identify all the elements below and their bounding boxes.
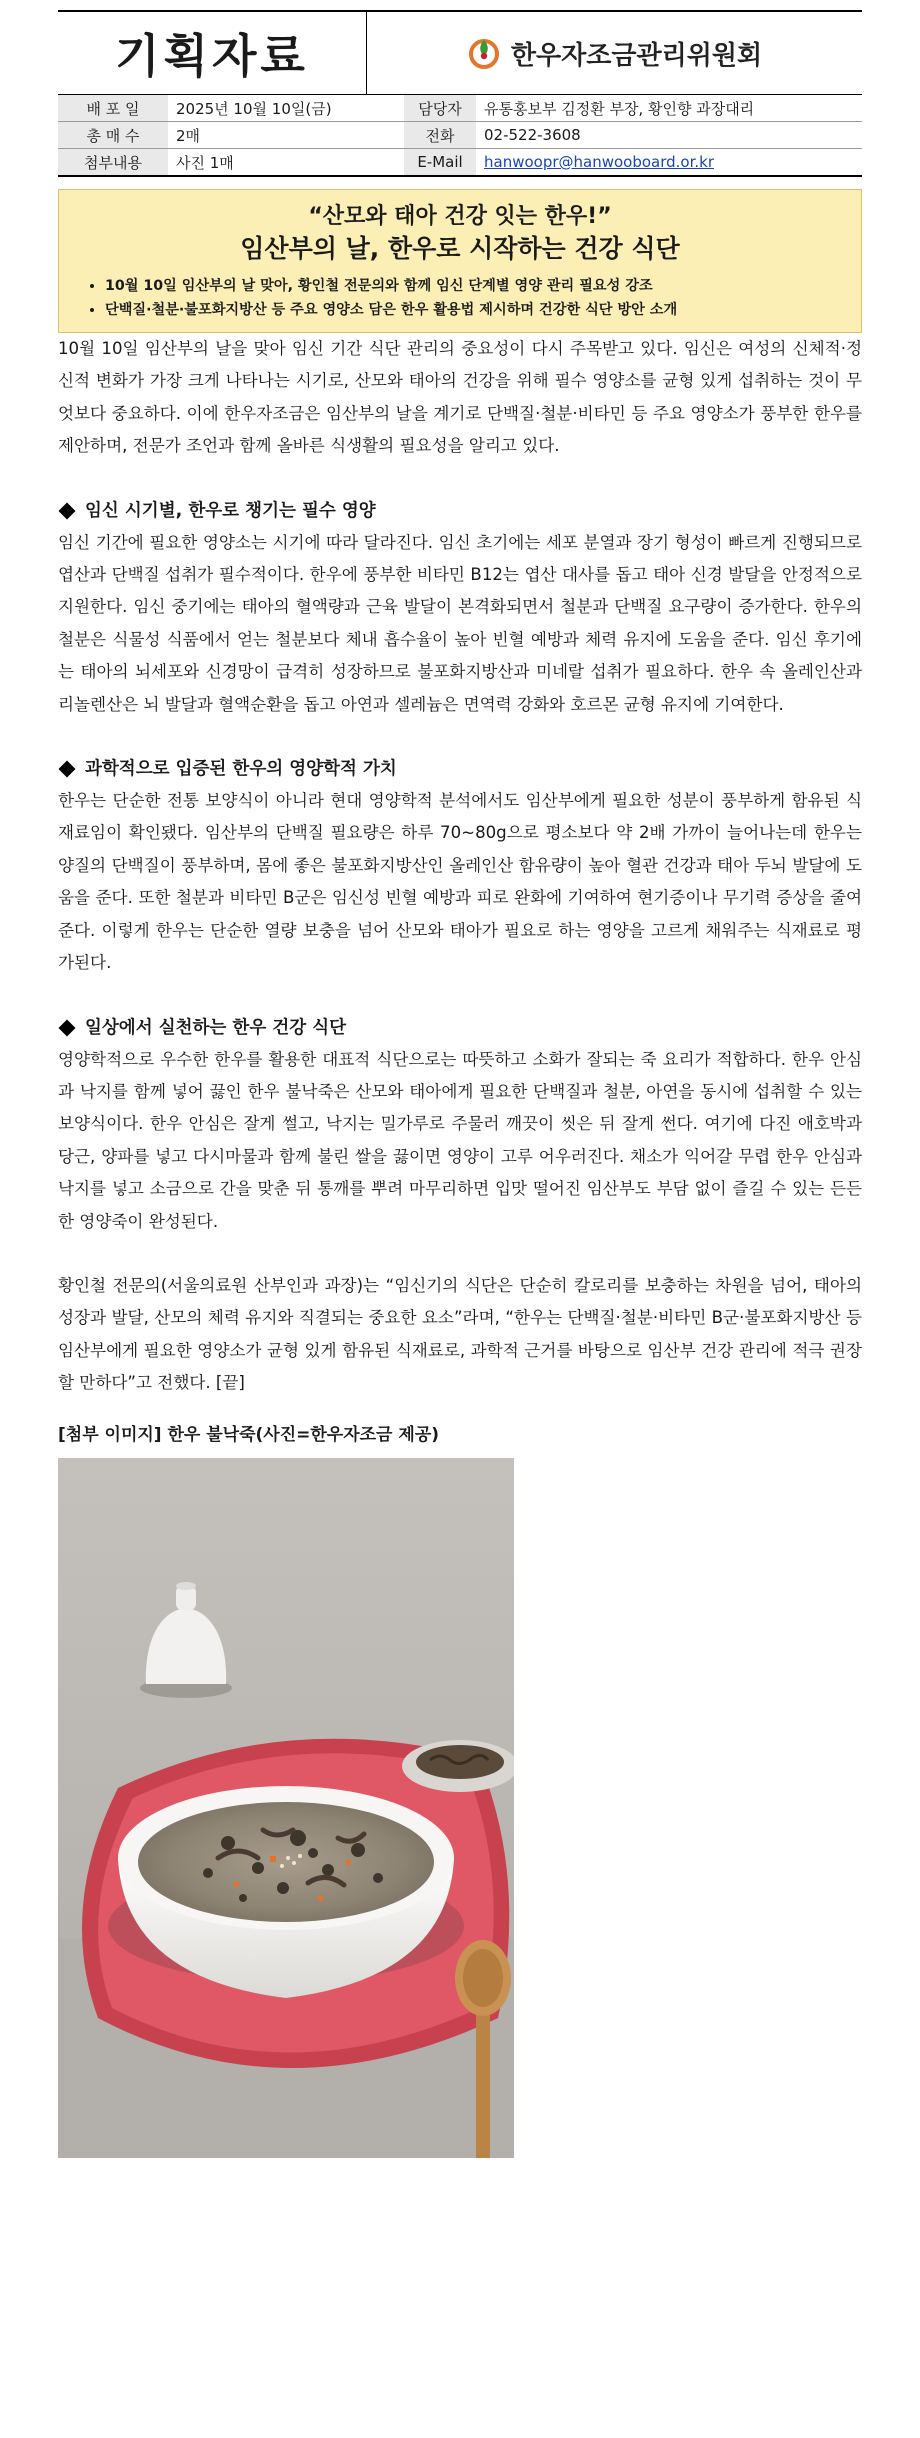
info-row: [58, 149, 862, 177]
header: [58, 10, 862, 95]
phone-label: 전화: [404, 122, 476, 149]
leaf-logo-icon: [467, 36, 501, 70]
contact-value: 유통홍보부 김정환 부장, 황인향 과장대리: [476, 95, 862, 122]
contact-label: 담당자: [404, 95, 476, 122]
page-count-value: 2매: [168, 122, 404, 149]
summary-headline: “산모와 태아 건강 잇는 한우!”: [308, 204, 612, 229]
phone-value: 02-522-3608: [476, 122, 862, 149]
expert-quote-paragraph: 황인철 전문의(서울의료원 산부인과 과장)는 “임신기의 식단은 단순히 칼로리를 보충하는 차원을 넘어, 태아의 성장과 발달, 산모의 체력 유지와 직결되는 중요한 요소”라며, “한우는 단백질·철분·비타민 B군·불포화지방산 등 임산부에게 필요한 영양소가 균형 있게 함유된 식재료로, 과학적 근거를 바탕으로 임산부 건강 관리에 적극 권장할 만하다”고 전했다. [끝]: [58, 1275, 862, 1393]
section-paragraph: 임신 기간에 필요한 영양소는 시기에 따라 달라진다. 임신 초기에는 세포 분열과 장기 형성이 빠르게 진행되므로 엽산과 단백질 섭취가 필수적이다. 한우에 풍부한 비타민 B12는 엽산 대사를 돕고 태아 신경 발달을 안정적으로 지원한다. 임신 중기에는 태아의 혈액량과 근육 발달이 본격화되면서 철분과 단백질 요구량이 증가한다. 한우의 철분은 식물성 식품에서 얻는 철분보다 체내 흡수율이 높아 빈혈 예방과 체력 유지에 도움을 준다. 임신 후기에는 태아의 뇌세포와 신경망이 급격히 성장하므로 불포화지방산과 미네랄 섭취가 필요하다. 한우 속 올레인산과 리놀렌산은 뇌 발달과 혈액순환을 돕고 아연과 셀레늄은 면역력 강화와 호르몬 균형 유지에 기여한다.: [58, 532, 862, 714]
release-date-label: 배 포 일: [58, 95, 168, 122]
ceramic-pot: [140, 1582, 232, 1698]
summary-bullets: [71, 274, 849, 322]
org-logo: [367, 12, 862, 94]
diamond-bullet-icon: [59, 1019, 76, 1036]
summary-subheadline: 임산부의 날, 한우로 시작하는 건강 식단: [240, 234, 680, 263]
email-link[interactable]: hanwoopr@hanwooboard.or.kr: [484, 153, 715, 171]
press-release-page: [58, 10, 862, 2158]
attachment-caption: [첨부 이미지] 한우 불낙죽(사진=한우자조금 제공): [58, 1424, 440, 1445]
summary-box: [58, 189, 862, 333]
info-row: [58, 95, 862, 122]
diamond-bullet-icon: [59, 761, 76, 778]
diamond-bullet-icon: [59, 502, 76, 519]
section-title: 과학적으로 입증된 한우의 영양학적 가치: [85, 759, 397, 780]
section-heading: [58, 1012, 862, 1044]
attachment-label: 첨부내용: [58, 149, 168, 177]
email-label: E-Mail: [404, 149, 476, 177]
lead-paragraph: 10월 10일 임산부의 날을 맞아 임신 기간 식단 관리의 중요성이 다시 주목받고 있다. 임신은 여성의 신체적·정신적 변화가 가장 크게 나타나는 시기로, 산모와 태아의 건강을 위해 필수 영양소를 균형 있게 섭취하는 것이 무엇보다 중요하다. 이에 한우자조금은 임산부의 날을 계기로 단백질·철분·비타민 등 주요 영양소가 풍부한 한우를 제안하며, 전문가 조언과 함께 올바른 식생활의 필요성을 알리고 있다.: [58, 339, 862, 456]
section-paragraph: 한우는 단순한 전통 보양식이 아니라 현대 영양학적 분석에서도 임산부에게 필요한 성분이 풍부하게 함유된 식재료임이 확인됐다. 임산부의 단백질 필요량은 하루 70~80g으로 평소보다 약 2배 가까이 늘어나는데 한우는 양질의 단백질이 풍부하며, 몸에 좋은 불포화지방산인 올레인산 함유량이 높아 혈관 건강과 태아 두뇌 발달에 도움을 준다. 또한 철분과 비타민 B군은 임신성 빈혈 예방과 피로 완화에 기여하여 현기증이나 무기력 증상을 줄여준다. 이렇게 한우는 단순한 열량 보충을 넘어 산모와 태아가 필요로 하는 영양을 고르게 채워주는 식재료로 평가된다.: [58, 791, 862, 973]
section-heading: [58, 495, 862, 527]
page-count-label: 총 매 수: [58, 122, 168, 149]
release-info-table: [58, 95, 862, 177]
section-title: 임신 시기별, 한우로 챙기는 필수 영양: [85, 500, 376, 521]
section-paragraph: 영양학적으로 우수한 한우를 활용한 대표적 식단으로는 따뜻하고 소화가 잘되는 죽 요리가 적합하다. 한우 안심과 낙지를 함께 넣어 끓인 한우 불낙죽은 산모와 태아에게 필요한 단백질과 철분, 아연을 동시에 섭취할 수 있는 보양식이다. 한우 안심은 잘게 썰고, 낙지는 밀가루로 주물러 깨끗이 씻은 뒤 잘게 썬다. 여기에 다진 애호박과 당근, 양파를 넣고 다시마물과 함께 불린 쌀을 끓이면 영양이 고루 어우러진다. 채소가 익어갈 무렵 한우 안심과 낙지를 넣고 소금으로 간을 맞춘 뒤 통깨를 뿌려 마무리하면 입맛 떨어진 임산부도 부담 없이 즐길 수 있는 든든한 영양죽이 완성된다.: [58, 1049, 862, 1231]
attachment-value: 사진 1매: [168, 149, 404, 177]
document-title: 기획자료: [58, 12, 367, 94]
info-row: [58, 122, 862, 149]
summary-bullet: • 10월 10일 임산부의 날 맞아, 황인철 전문의와 함께 임신 단계별 영양 관리 필요성 강조: [105, 274, 849, 298]
summary-bullet: • 단백질·철분·불포화지방산 등 주요 영양소 담은 한우 활용법 제시하며 건강한 식단 방안 소개: [105, 298, 849, 322]
org-name: 한우자조금관리위원회: [510, 40, 763, 71]
section-heading: [58, 753, 862, 785]
email-cell: [476, 149, 862, 177]
section-title: 일상에서 실천하는 한우 건강 식단: [85, 1017, 347, 1038]
release-date-value: 2025년 10월 10일(금): [168, 95, 404, 122]
attachment-photo: [58, 1458, 514, 2158]
bowl-porridge-illustration: [58, 1458, 514, 2158]
side-dish: [402, 1740, 514, 1792]
